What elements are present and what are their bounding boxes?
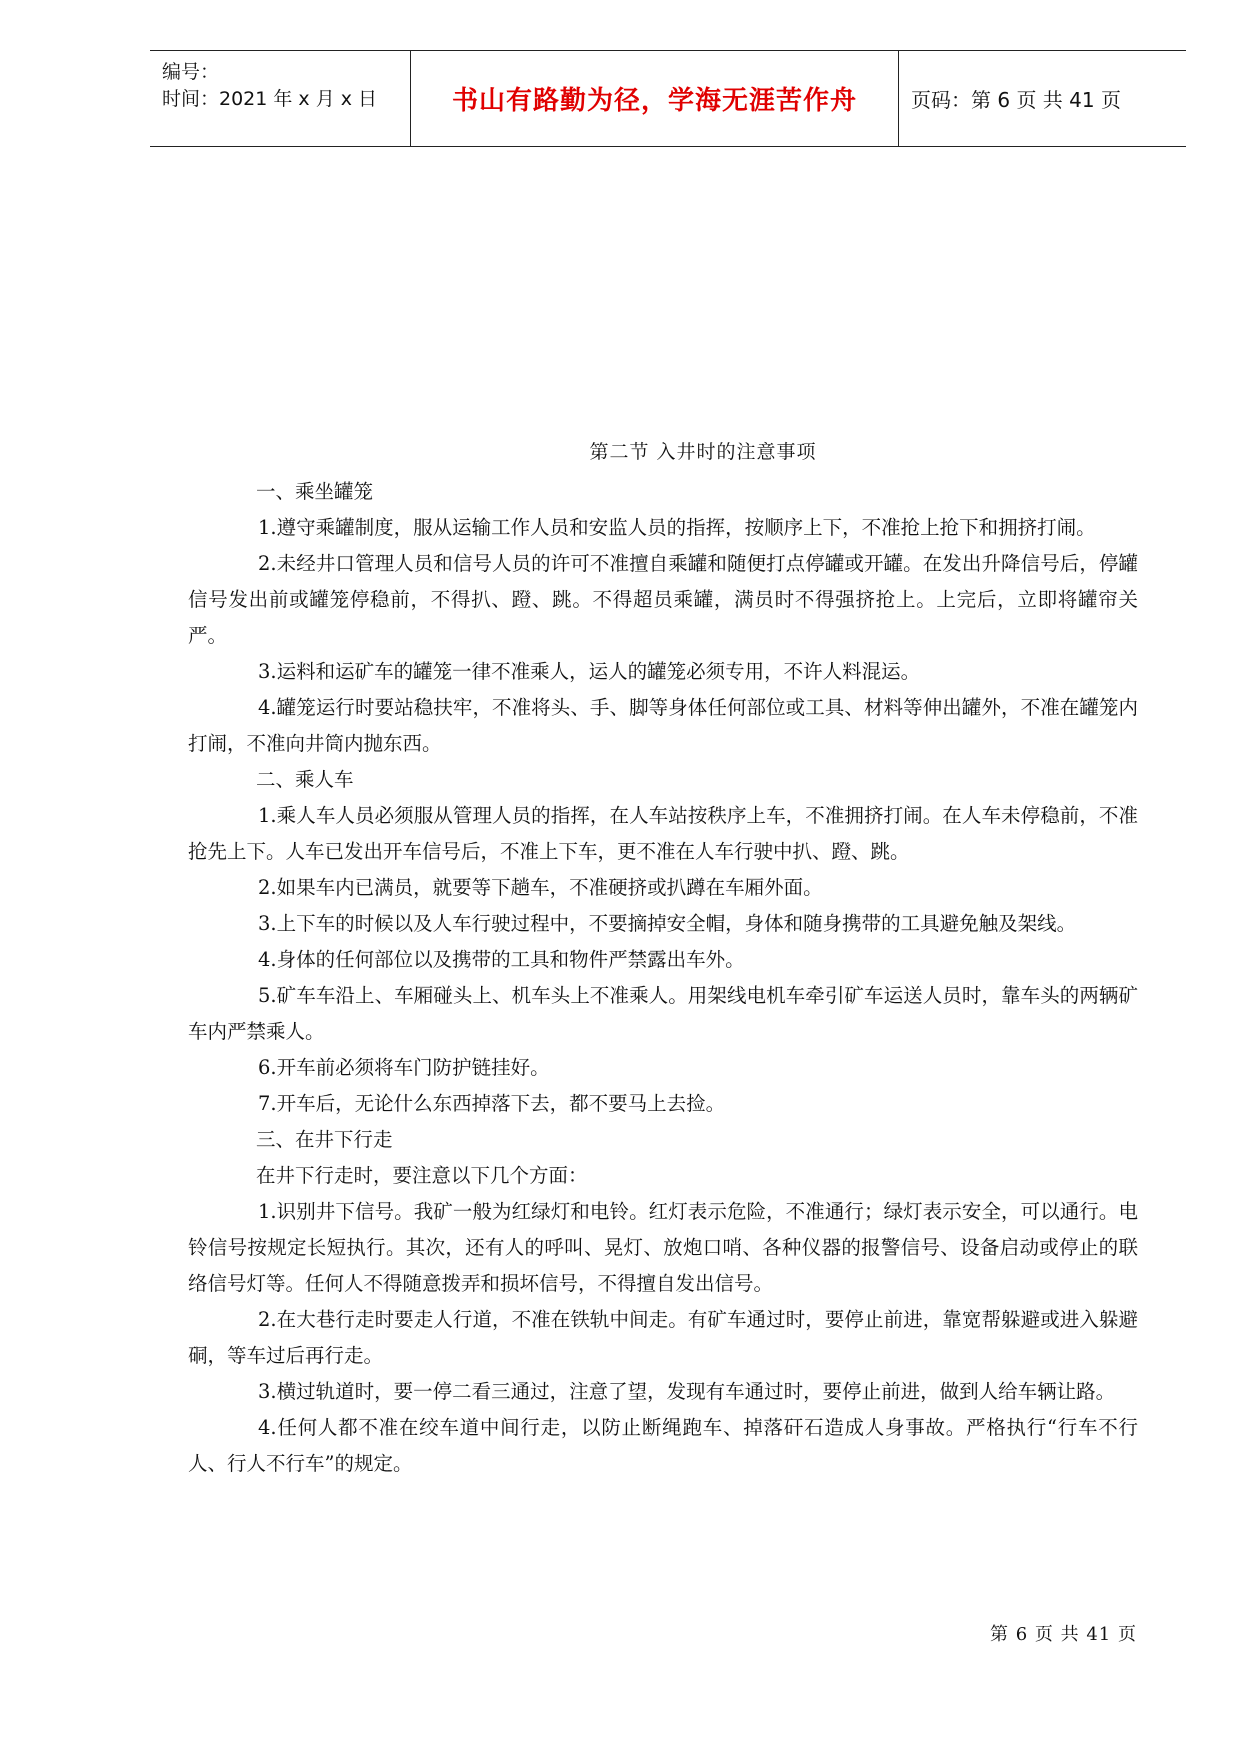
paragraph: 1.遵守乘罐制度，服从运输工作人员和安监人员的指挥，按顺序上下，不准抢上抢下和拥挤打闹。 (258, 516, 1096, 539)
document-body (188, 437, 1138, 1482)
paragraph: 6.开车前必须将车门防护链挂好。 (258, 1056, 550, 1079)
paragraph: 1.识别井下信号。我矿一般为红绿灯和电铃。红灯表示危险，不准通行；绿灯表示安全，可以通行。电铃信号按规定长短执行。其次，还有人的呼叫、晃灯、放炮口哨、各种仪器的报警信号、设备启动或停止的联络信号灯等。任何人不得随意拨弄和损坏信号，不得擅自发出信号。 (188, 1200, 1138, 1295)
header-right-cell (899, 51, 1186, 146)
motto: 书山有路勤为径，学海无涯苦作舟 (451, 86, 857, 116)
page-header (150, 50, 1186, 147)
header-middle-cell (410, 51, 899, 146)
paragraph: 2.未经井口管理人员和信号人员的许可不准擅自乘罐和随便打点停罐或开罐。在发出升降信号后，停罐信号发出前或罐笼停稳前，不得扒、蹬、跳。不得超员乘罐，满员时不得强挤抢上。上完后，立即将罐帘关严。 (188, 552, 1138, 647)
paragraph: 4.罐笼运行时要站稳扶牢，不准将头、手、脚等身体任何部位或工具、材料等伸出罐外，不准在罐笼内打闹，不准向井筒内抛东西。 (188, 696, 1138, 755)
section-heading: 二、乘人车 (256, 768, 354, 791)
paragraph: 4.身体的任何部位以及携带的工具和物件严禁露出车外。 (258, 948, 745, 971)
paragraph: 3.运料和运矿车的罐笼一律不准乘人，运人的罐笼必须专用，不许人料混运。 (258, 660, 921, 683)
section-title: 第二节 入井时的注意事项 (589, 441, 817, 463)
paragraph: 2.在大巷行走时要走人行道，不准在铁轨中间走。有矿车通过时，要停止前进，靠宽帮躲避或进入躲避硐，等车过后再行走。 (188, 1308, 1138, 1367)
paragraph: 7.开车后，无论什么东西掉落下去，都不要马上去捡。 (258, 1092, 726, 1115)
paragraph: 4.任何人都不准在绞车道中间行走，以防止断绳跑车、掉落矸石造成人身事故。严格执行“行车不行人、行人不行车”的规定。 (188, 1416, 1138, 1475)
header-left-cell (150, 51, 410, 146)
paragraph: 1.乘人车人员必须服从管理人员的指挥，在人车站按秩序上车，不准拥挤打闹。在人车未停稳前，不准抢先上下。人车已发出开车信号后，不准上下车，更不准在人车行驶中扒、蹬、跳。 (188, 804, 1138, 863)
paragraph: 5.矿车车沿上、车厢碰头上、机车头上不准乘人。用架线电机车牵引矿车运送人员时，靠车头的两辆矿车内严禁乘人。 (188, 984, 1138, 1043)
serial-label: 编号： (162, 61, 220, 83)
paragraph-list (188, 474, 1138, 1482)
section-heading: 三、在井下行走 (256, 1128, 393, 1151)
page-footer: 第 6 页 共 41 页 (990, 1624, 1137, 1645)
section-heading: 一、乘坐罐笼 (256, 480, 374, 503)
paragraph: 3.横过轨道时，要一停二看三通过，注意了望，发现有车通过时，要停止前进，做到人给车辆让路。 (258, 1380, 1116, 1403)
paragraph: 3.上下车的时候以及人车行驶过程中，不要摘掉安全帽，身体和随身携带的工具避免触及架线。 (258, 912, 1077, 935)
section-heading: 在井下行走时，要注意以下几个方面： (256, 1164, 588, 1187)
page-code: 页码：第 6 页 共 41 页 (911, 88, 1121, 112)
paragraph: 2.如果车内已满员，就要等下趟车，不准硬挤或扒蹲在车厢外面。 (258, 876, 823, 899)
time-label: 时间：2021 年 x 月 x 日 (162, 88, 378, 110)
